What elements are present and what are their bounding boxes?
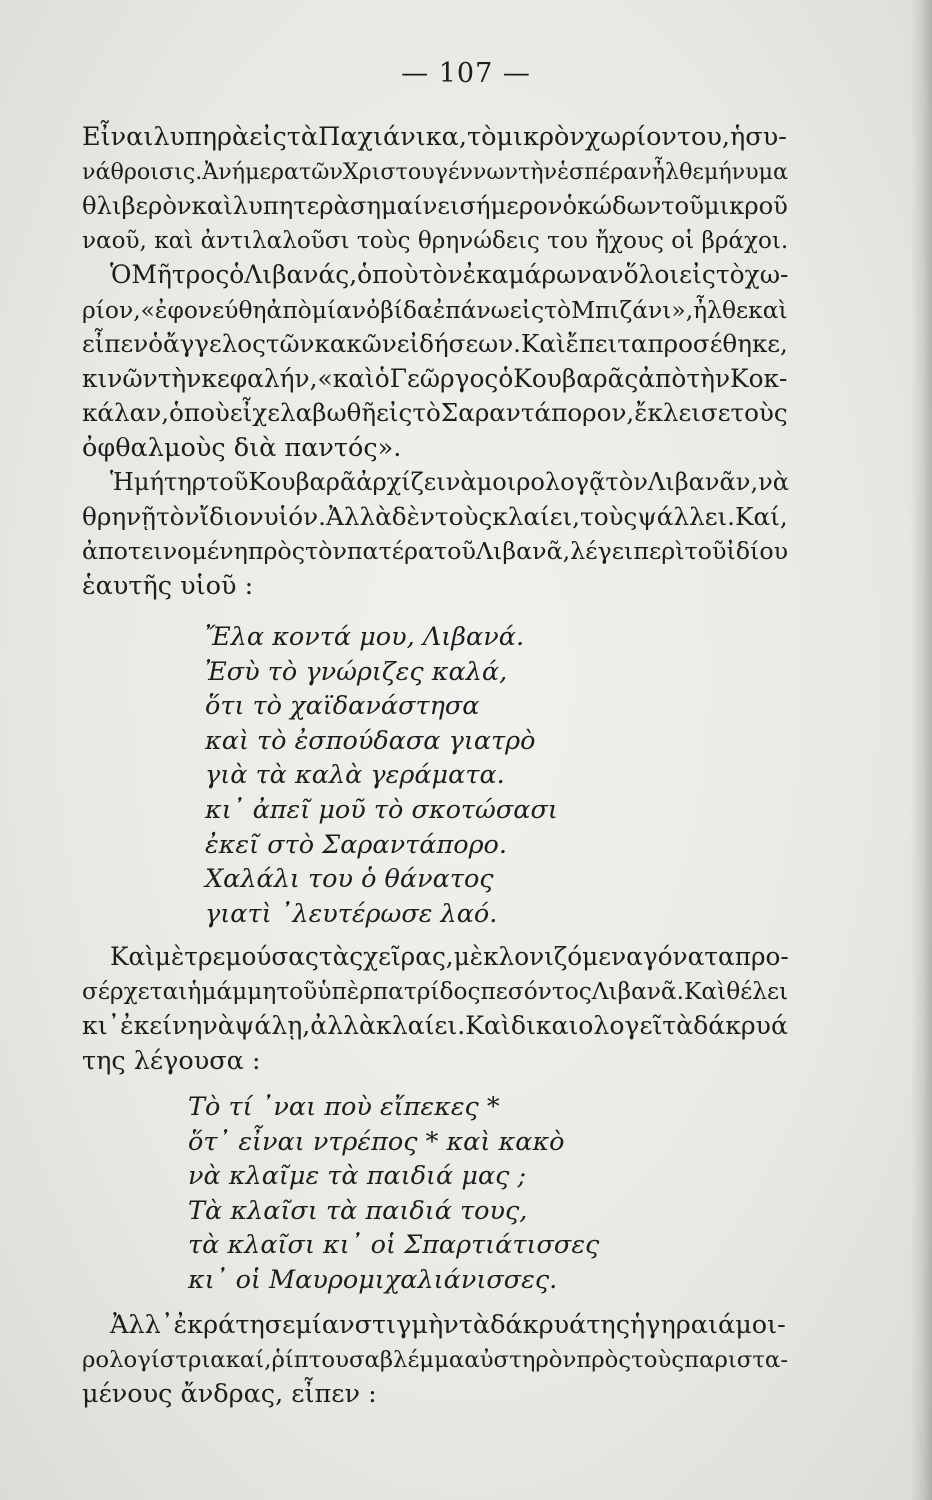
text-line: ἩμήτηρτοῦΚουβαρᾶἀρχίζεινὰμοιρολογᾷτὸνΛιβανᾶν,νὰ: [110, 468, 790, 496]
verse-line: Ἐσὺ τὸ γνώριζες καλά,: [205, 656, 508, 687]
text-line: κι᾽ἐκείνηνὰψάλῃ,ἀλλὰκλαίει.Καὶδικαιολογεῖτὰδάκρυά: [82, 1011, 788, 1040]
page-number: — 107 —: [401, 58, 531, 89]
text-line: της λέγουσα :: [82, 1045, 261, 1076]
text-line: κάλαν,ὁποὺεἶχελαβωθῆεἰςτὸΣαραντάπορον,ἔκλεισετοὺς: [82, 398, 788, 427]
paragraph-block-2: [82, 940, 788, 1078]
text-line: ΕἶναιλυπηρὰεἰςτὰΠαχιάνικα,τὸμικρὸνχωρίοντου,ἡσυ-: [82, 122, 787, 152]
poem-block-2: [188, 1090, 599, 1298]
verse-line: Τὸ τί ᾽ναι ποὺ εἴπεκες *: [188, 1092, 500, 1122]
verse-line: Τὰ κλαῖσι τὰ παιδιά τους,: [188, 1195, 528, 1226]
verse-line: κι᾽ ἀπεῖ μοῦ τὸ σκοτώσασι: [205, 794, 558, 825]
verse-line: νὰ κλαῖμε τὰ παιδιά μας ;: [188, 1161, 527, 1192]
verse-line: γιὰ τὰ καλὰ γεράματα.: [205, 760, 505, 791]
verse-line: γιατὶ ᾽λευτέρωσε λαό.: [205, 898, 498, 929]
verse-line: ὅτι τὸ χαϊδανάστησα: [205, 691, 480, 722]
verse-line: ἐκεῖ στὸ Σαραντάπορο.: [205, 829, 508, 860]
poem-block-1: [205, 620, 558, 931]
text-line: θρηνῇτὸνἴδιονυἱόν.Ἀλλὰδὲντοὺςκλαίει,τοὺςψάλλει.Καί,: [82, 501, 788, 531]
text-line: εἶπενὁἄγγελοςτῶνκακῶνεἰδήσεων.Καὶἔπειταπροσέθηκε,: [82, 329, 788, 358]
text-line: νάθροισις.ἈνήμερατῶνΧριστουγέννωντὴνἑσπέρανἦλθεμήνυμα: [82, 158, 789, 185]
verse-line: ὅτ᾽ εἶναι ντρέπος * καὶ κακὸ: [188, 1126, 565, 1157]
verse-line: τὰ κλαῖσι κι᾽ οἱ Σπαρτιάτισσες: [188, 1230, 600, 1261]
verse-line: καὶ τὸ ἐσπούδασα γιατρὸ: [205, 725, 536, 756]
verse-line: Ἔλα κοντά μου, Λιβανά.: [205, 622, 525, 652]
text-line: ἑαυτῆς υἱοῦ :: [82, 570, 254, 601]
text-line: μένους ἄνδρας, εἶπεν :: [82, 1379, 377, 1409]
paragraph-block-3: [82, 1308, 788, 1412]
text-line: Καὶμὲτρεμούσαςτὰςχεῖρας,μὲκλονιζόμεναγόναταπρο-: [110, 942, 789, 971]
text-line: ρίον,«ἐφονεύθηἀπὸμίανὀβίδαἐπάνωεἰςτὸΜπιζάνι»,ἦλθεκαὶ: [82, 295, 788, 324]
text-line: σέρχεταιἡμάμμητοῦὑπὲρπατρίδοςπεσόντοςΛιβανᾶ.Καὶθέλει: [82, 977, 789, 1005]
text-line: θλιβερὸνκαὶλυπητερὰσημαίνεισήμερονὁκώδωντοῦμικροῦ: [82, 191, 788, 220]
text-line: ἀποτεινομένηπρὸςτὸνπατέρατοῦΛιβανᾶ,λέγειπερὶτοῦἰδίου: [82, 537, 789, 565]
verse-line: Χαλάλι του ὁ θάνατος: [205, 864, 494, 895]
text-line: ὉΜῆτροςὁΛιβανάς,ὁποὺτὸνἐκαμάρωνανὅλοιεἰςτὸχω-: [110, 260, 789, 289]
text-line: ρολογίστριακαί,ῥίπτουσαβλέμμααὐστηρὸνπρὸςτοὺςπαριστα-: [82, 1346, 789, 1373]
text-line: ὀφθαλμοὺς διὰ παντός».: [82, 432, 402, 463]
binding-shadow: [910, 0, 932, 1500]
text-line: κινῶντὴνκεφαλήν,«καὶὁΓεῶργοςὁΚουβαρᾶςἀπὸτὴνΚοκ-: [82, 363, 788, 393]
paragraph-block-1: [82, 120, 788, 603]
verse-line: κι᾽ οἱ Μαυρομιχαλιάνισσες.: [188, 1264, 558, 1295]
text-line: ναοῦ, καὶ ἀντιλαλοῦσι τοὺς θρηνώδεις του ἤχους οἱ βράχοι.: [82, 227, 789, 254]
text-line: Ἀλλ᾽ἐκράτησεμίανστιγμὴντὰδάκρυάτηςἡγηραιάμοι-: [110, 1310, 786, 1340]
